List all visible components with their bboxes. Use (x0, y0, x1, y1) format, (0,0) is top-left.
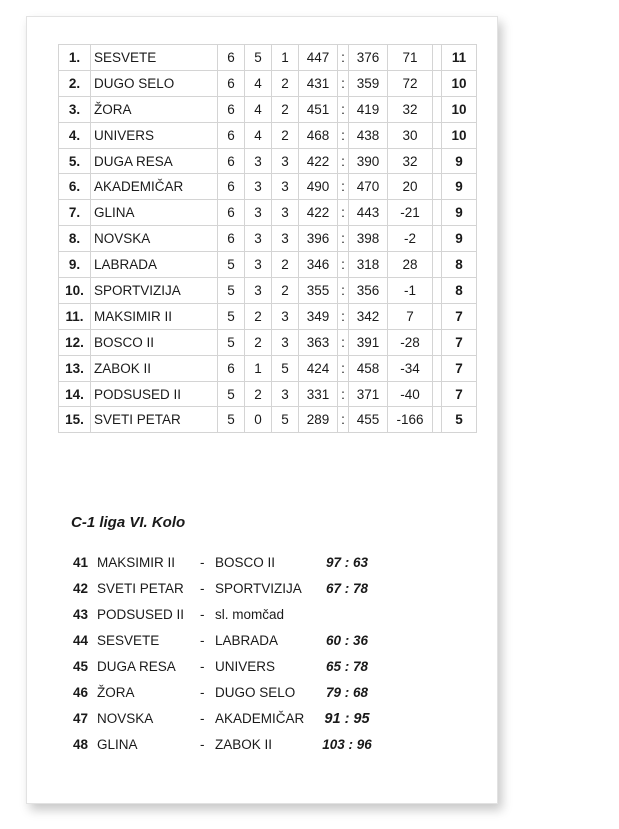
game-number: 43 (73, 607, 89, 622)
points-cell: 10 (442, 96, 477, 122)
round-title: C-1 liga VI. Kolo (71, 514, 186, 531)
team-cell: MAKSIMIR II (91, 303, 218, 329)
scored-cell: 355 (299, 278, 338, 304)
lost-cell: 2 (272, 252, 299, 278)
conceded-cell: 419 (349, 96, 388, 122)
lost-cell: 5 (272, 407, 299, 433)
score: 67 : 78 (325, 581, 369, 596)
game-number: 42 (73, 581, 89, 596)
played-cell: 6 (218, 96, 245, 122)
colon-cell: : (338, 329, 349, 355)
lost-cell: 3 (272, 381, 299, 407)
gap-cell (433, 303, 442, 329)
diff-cell: -2 (388, 226, 433, 252)
score: 103 : 96 (322, 737, 372, 752)
team-cell: PODSUSED II (91, 381, 218, 407)
team-cell: SESVETE (91, 45, 218, 71)
played-cell: 5 (218, 252, 245, 278)
conceded-cell: 371 (349, 381, 388, 407)
away-team: ZABOK II (215, 737, 273, 752)
home-team: ŽORA (97, 685, 135, 700)
away-team: AKADEMIČAR (215, 711, 305, 726)
points-cell: 9 (442, 200, 477, 226)
team-cell: SVETI PETAR (91, 407, 218, 433)
gap-cell (433, 122, 442, 148)
diff-cell: 7 (388, 303, 433, 329)
diff-cell: -166 (388, 407, 433, 433)
conceded-cell: 359 (349, 70, 388, 96)
scored-cell: 490 (299, 174, 338, 200)
scored-cell: 363 (299, 329, 338, 355)
conceded-cell: 356 (349, 278, 388, 304)
separator: - (200, 737, 205, 752)
scored-cell: 289 (299, 407, 338, 433)
won-cell: 2 (245, 381, 272, 407)
points-cell: 5 (442, 407, 477, 433)
gap-cell (433, 45, 442, 71)
score: 60 : 36 (325, 633, 369, 648)
rank-cell: 15. (59, 407, 91, 433)
lost-cell: 3 (272, 226, 299, 252)
game-number: 47 (73, 711, 89, 726)
gap-cell (433, 70, 442, 96)
home-team: SESVETE (97, 633, 160, 648)
standings-row (59, 407, 477, 433)
score: 79 : 68 (325, 685, 369, 700)
team-cell: DUGO SELO (91, 70, 218, 96)
separator: - (200, 711, 205, 726)
won-cell: 3 (245, 148, 272, 174)
diff-cell: 20 (388, 174, 433, 200)
game-number: 48 (73, 737, 89, 752)
team-cell: AKADEMIČAR (91, 174, 218, 200)
points-cell: 10 (442, 122, 477, 148)
away-team: LABRADA (215, 633, 279, 648)
points-cell: 11 (442, 45, 477, 71)
lost-cell: 2 (272, 96, 299, 122)
scored-cell: 346 (299, 252, 338, 278)
conceded-cell: 398 (349, 226, 388, 252)
rank-cell: 14. (59, 381, 91, 407)
rank-cell: 9. (59, 252, 91, 278)
gap-cell (433, 200, 442, 226)
rank-cell: 13. (59, 355, 91, 381)
diff-cell: 71 (388, 45, 433, 71)
points-cell: 7 (442, 303, 477, 329)
rank-cell: 11. (59, 303, 91, 329)
colon-cell: : (338, 200, 349, 226)
won-cell: 2 (245, 329, 272, 355)
standings-table (58, 44, 477, 433)
played-cell: 6 (218, 355, 245, 381)
diff-cell: 32 (388, 96, 433, 122)
played-cell: 6 (218, 70, 245, 96)
home-team: NOVSKA (97, 711, 154, 726)
rank-cell: 2. (59, 70, 91, 96)
colon-cell: : (338, 407, 349, 433)
standings-row (59, 174, 477, 200)
standings-row (59, 122, 477, 148)
played-cell: 6 (218, 45, 245, 71)
rank-cell: 10. (59, 278, 91, 304)
gap-cell (433, 381, 442, 407)
conceded-cell: 376 (349, 45, 388, 71)
lost-cell: 5 (272, 355, 299, 381)
points-cell: 7 (442, 355, 477, 381)
separator: - (200, 685, 205, 700)
colon-cell: : (338, 303, 349, 329)
points-cell: 9 (442, 148, 477, 174)
colon-cell: : (338, 174, 349, 200)
lost-cell: 2 (272, 278, 299, 304)
won-cell: 3 (245, 278, 272, 304)
home-team: PODSUSED II (97, 607, 185, 622)
played-cell: 6 (218, 122, 245, 148)
colon-cell: : (338, 252, 349, 278)
colon-cell: : (338, 45, 349, 71)
conceded-cell: 470 (349, 174, 388, 200)
won-cell: 3 (245, 252, 272, 278)
played-cell: 5 (218, 329, 245, 355)
gap-cell (433, 174, 442, 200)
gap-cell (433, 355, 442, 381)
team-cell: ŽORA (91, 96, 218, 122)
game-number: 41 (73, 555, 89, 570)
conceded-cell: 455 (349, 407, 388, 433)
scored-cell: 422 (299, 148, 338, 174)
separator: - (200, 659, 205, 674)
gap-cell (433, 148, 442, 174)
rank-cell: 12. (59, 329, 91, 355)
rank-cell: 4. (59, 122, 91, 148)
points-cell: 7 (442, 329, 477, 355)
points-cell: 9 (442, 174, 477, 200)
scored-cell: 424 (299, 355, 338, 381)
separator: - (200, 607, 205, 622)
diff-cell: 32 (388, 148, 433, 174)
scored-cell: 431 (299, 70, 338, 96)
standings-row (59, 355, 477, 381)
played-cell: 5 (218, 407, 245, 433)
rank-cell: 5. (59, 148, 91, 174)
conceded-cell: 318 (349, 252, 388, 278)
standings-row (59, 45, 477, 71)
played-cell: 6 (218, 200, 245, 226)
separator: - (200, 555, 205, 570)
scored-cell: 396 (299, 226, 338, 252)
scored-cell: 422 (299, 200, 338, 226)
away-team: UNIVERS (215, 659, 276, 674)
standings-row (59, 381, 477, 407)
colon-cell: : (338, 148, 349, 174)
standings-row (59, 226, 477, 252)
scored-cell: 451 (299, 96, 338, 122)
standings-row (59, 252, 477, 278)
points-cell: 7 (442, 381, 477, 407)
standings-row (59, 329, 477, 355)
won-cell: 1 (245, 355, 272, 381)
conceded-cell: 438 (349, 122, 388, 148)
lost-cell: 3 (272, 303, 299, 329)
won-cell: 2 (245, 303, 272, 329)
conceded-cell: 443 (349, 200, 388, 226)
conceded-cell: 391 (349, 329, 388, 355)
team-cell: GLINA (91, 200, 218, 226)
diff-cell: -21 (388, 200, 433, 226)
rank-cell: 8. (59, 226, 91, 252)
home-team: DUGA RESA (97, 659, 176, 674)
game-number: 45 (73, 659, 89, 674)
conceded-cell: 342 (349, 303, 388, 329)
away-team: DUGO SELO (215, 685, 296, 700)
lost-cell: 2 (272, 70, 299, 96)
team-cell: LABRADA (91, 252, 218, 278)
lost-cell: 3 (272, 329, 299, 355)
document-page (26, 16, 498, 804)
team-cell: UNIVERS (91, 122, 218, 148)
points-cell: 8 (442, 278, 477, 304)
home-team: MAKSIMIR II (97, 555, 176, 570)
won-cell: 3 (245, 200, 272, 226)
standings-row (59, 70, 477, 96)
team-cell: ZABOK II (91, 355, 218, 381)
game-number: 46 (73, 685, 89, 700)
colon-cell: : (338, 381, 349, 407)
scored-cell: 349 (299, 303, 338, 329)
lost-cell: 2 (272, 122, 299, 148)
diff-cell: 30 (388, 122, 433, 148)
gap-cell (433, 252, 442, 278)
team-cell: DUGA RESA (91, 148, 218, 174)
won-cell: 5 (245, 45, 272, 71)
colon-cell: : (338, 96, 349, 122)
standings-row (59, 303, 477, 329)
team-cell: SPORTVIZIJA (91, 278, 218, 304)
played-cell: 5 (218, 303, 245, 329)
points-cell: 8 (442, 252, 477, 278)
won-cell: 3 (245, 174, 272, 200)
won-cell: 0 (245, 407, 272, 433)
lost-cell: 1 (272, 45, 299, 71)
scored-cell: 468 (299, 122, 338, 148)
separator: - (200, 633, 205, 648)
conceded-cell: 458 (349, 355, 388, 381)
diff-cell: -1 (388, 278, 433, 304)
scored-cell: 331 (299, 381, 338, 407)
gap-cell (433, 226, 442, 252)
points-cell: 9 (442, 226, 477, 252)
scored-cell: 447 (299, 45, 338, 71)
played-cell: 6 (218, 174, 245, 200)
gap-cell (433, 96, 442, 122)
standings-body (59, 45, 477, 433)
diff-cell: -28 (388, 329, 433, 355)
game-number: 44 (73, 633, 89, 648)
rank-cell: 1. (59, 45, 91, 71)
gap-cell (433, 278, 442, 304)
team-cell: BOSCO II (91, 329, 218, 355)
standings-row (59, 96, 477, 122)
colon-cell: : (338, 355, 349, 381)
score: 65 : 78 (325, 659, 369, 674)
separator: - (200, 581, 205, 596)
away-team: sl. momčad (215, 607, 285, 622)
standings-row (59, 148, 477, 174)
won-cell: 3 (245, 226, 272, 252)
conceded-cell: 390 (349, 148, 388, 174)
lost-cell: 3 (272, 174, 299, 200)
played-cell: 5 (218, 381, 245, 407)
played-cell: 5 (218, 278, 245, 304)
played-cell: 6 (218, 148, 245, 174)
rank-cell: 3. (59, 96, 91, 122)
team-cell: NOVSKA (91, 226, 218, 252)
home-team: GLINA (97, 737, 138, 752)
lost-cell: 3 (272, 148, 299, 174)
home-team: SVETI PETAR (97, 581, 184, 596)
lost-cell: 3 (272, 200, 299, 226)
score: 97 : 63 (325, 555, 369, 570)
away-team: BOSCO II (215, 555, 276, 570)
colon-cell: : (338, 122, 349, 148)
diff-cell: -34 (388, 355, 433, 381)
gap-cell (433, 329, 442, 355)
colon-cell: : (338, 278, 349, 304)
rank-cell: 7. (59, 200, 91, 226)
away-team: SPORTVIZIJA (215, 581, 302, 596)
diff-cell: -40 (388, 381, 433, 407)
rank-cell: 6. (59, 174, 91, 200)
played-cell: 6 (218, 226, 245, 252)
won-cell: 4 (245, 122, 272, 148)
won-cell: 4 (245, 96, 272, 122)
colon-cell: : (338, 70, 349, 96)
score: 91 : 95 (324, 711, 370, 727)
colon-cell: : (338, 226, 349, 252)
standings-row (59, 200, 477, 226)
diff-cell: 72 (388, 70, 433, 96)
diff-cell: 28 (388, 252, 433, 278)
won-cell: 4 (245, 70, 272, 96)
points-cell: 10 (442, 70, 477, 96)
standings-row (59, 278, 477, 304)
gap-cell (433, 407, 442, 433)
